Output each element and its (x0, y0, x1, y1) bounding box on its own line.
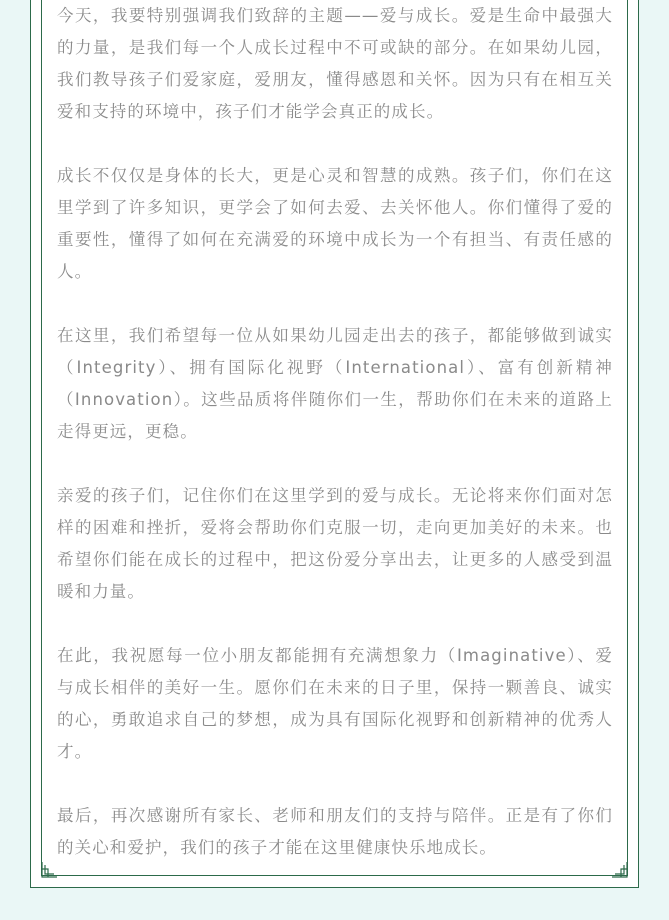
corner-ornament-bottom-right-icon (611, 861, 629, 879)
paragraph-thanks: 最后，再次感谢所有家长、老师和朋友们的支持与陪伴。正是有了你们的关心和爱护，我们的孩子才能在这里健康快乐地成长。 (57, 806, 613, 857)
paragraph-theme-love-growth: 今天，我要特别强调我们致辞的主题——爱与成长。爱是生命中最强大的力量，是我们每一个人成长过程中不可或缺的部分。在如果幼儿园，我们教导孩子们爱家庭，爱朋友，懂得感恩和关怀。因为只有在相互关爱和支持的环境中，孩子们才能学会真正的成长。 (57, 6, 613, 121)
paragraph-remember-love: 亲爱的孩子们，记住你们在这里学到的爱与成长。无论将来你们面对怎样的困难和挫折，爱将会帮助你们克服一切，走向更加美好的未来。也希望你们能在成长的过程中，把这份爱分享出去，让更多的人感受到温暖和力量。 (57, 486, 613, 601)
paragraph-growth-maturity: 成长不仅仅是身体的长大，更是心灵和智慧的成熟。孩子们，你们在这里学到了许多知识，更学会了如何去爱、去关怀他人。你们懂得了爱的重要性，懂得了如何在充满爱的环境中成长为一个有担当、有责任感的人。 (57, 166, 613, 281)
corner-ornament-bottom-left-icon (40, 861, 58, 879)
article-body (57, 0, 613, 896)
paragraph-wishes: 在此，我祝愿每一位小朋友都能拥有充满想象力（Imaginative）、爱与成长相伴的美好一生。愿你们在未来的日子里，保持一颗善良、诚实的心，勇敢追求自己的梦想，成为具有国际化视野和创新精神的优秀人才。 (57, 646, 613, 761)
paragraph-qualities: 在这里，我们希望每一位从如果幼儿园走出去的孩子，都能够做到诚实（Integrity）、拥有国际化视野（International）、富有创新精神（Innovation）。这些品质将伴随你们一生，帮助你们在未来的道路上走得更远，更稳。 (57, 326, 613, 441)
